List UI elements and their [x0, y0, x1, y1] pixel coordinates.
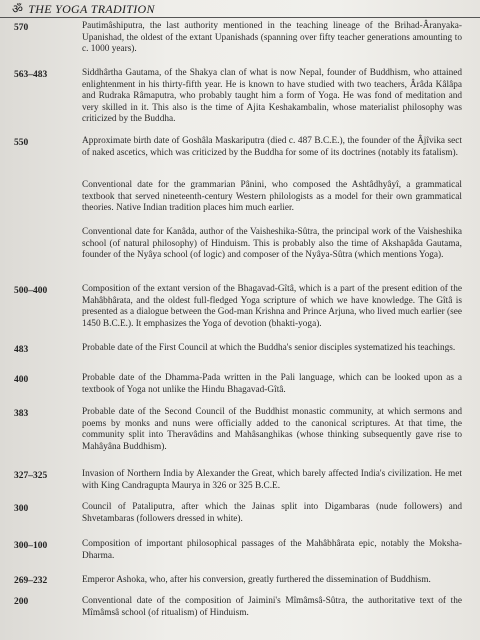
entry-text: Conventional date for Kanâda, author of the Vaisheshika-Sûtra, the principal work of the Vaisheshika school (of natural philosophy) of Hinduism. This is probably also the time of Akshapâda Gautama, founder of the Nyâya school (of logic) and composer of the Nyâya-Sûtra (which mentions Yoga). — [82, 227, 462, 261]
entry-text: Composition of important philosophical passages of the Mahâbhârata epic, notably the Moksha-Dharma. — [82, 539, 462, 561]
entry-text: Conventional date of the composition of Jaimini's Mîmâmsâ-Sûtra, the authoritative text of the Mîmâmsâ school (of ritualism) of Hinduism. — [82, 596, 462, 618]
entry-text: Emperor Ashoka, who, after his conversion, greatly furthered the dissemination of Buddhism. — [82, 575, 431, 585]
om-symbol-icon: ॐ — [12, 2, 24, 16]
entry-text: Approximate birth date of Goshâla Maskariputra (died c. 487 B.C.E.), the founder of the Âjîvika sect of naked ascetics, which was criticized by the Buddha for some of its doctrines (notably its fatalism). — [82, 136, 462, 158]
page-title: THE YOGA TRADITION — [28, 2, 155, 16]
entry-date: 563–483 — [14, 70, 48, 80]
entry-text: Conventional date for the grammarian Pânini, who composed the Ashtâdhyâyî, a grammatical textbook that served nineteenth-century Western philologists as a model for their own grammatical theories. Native Indian tradition places him much earlier. — [82, 180, 462, 214]
entry-date: 550 — [14, 138, 29, 148]
entry-date: 327–325 — [14, 471, 48, 481]
entry-date: 500–400 — [14, 286, 48, 296]
entry-date: 570 — [14, 23, 29, 33]
entry-date: 300 — [14, 504, 29, 514]
entry-text: Invasion of Northern India by Alexander the Great, which barely affected India's civilization. He met with King Candragupta Maurya in 326 or 325 B.C.E. — [82, 469, 462, 491]
entry-date: 200 — [14, 597, 29, 607]
entry-text: Council of Pataliputra, after which the Jainas split into Digambaras (nude followers) and Shvetambaras (followers dressed in white). — [82, 502, 462, 524]
entry-date: 400 — [14, 375, 29, 385]
entry-text: Siddhârtha Gautama, of the Shakya clan of what is now Nepal, founder of Buddhism, who attained enlightenment in his thirty-fifth year. He is known to have studied with two teachers, Ârâda Kâlâpa and Rudraka Râmaputra, who probably taught him a form of Yoga. He was fond of meditation and very skilled in it. This also is the time of Ajita Keshakambalin, whose materialist philosophy was criticized by the Buddha. — [82, 68, 462, 125]
entry-text: Composition of the extant version of the Bhagavad-Gîtâ, which is a part of the present edition of the Mahâbhârata, and the oldest full-fledged Yoga scripture of which we have knowledge. The Gîtâ is presented as a dialogue between the God-man Krishna and Prince Arjuna, who lived much earlier (see 1450 B.C.E.). It emphasizes the Yoga of devotion (bhakti-yoga). — [82, 284, 463, 329]
entry-date: 483 — [14, 345, 29, 355]
entry-text: Pautimâshiputra, the last authority mentioned in the teaching lineage of the Brihad-Âranyaka-Upanishad, the oldest of the extant Upanishads (spanning over fifty teacher generations amounting to c. 1000 years). — [82, 21, 462, 55]
entry-date: 383 — [14, 409, 29, 419]
entry-text: Probable date of the First Council at which the Buddha's senior disciples systematized his teachings. — [82, 343, 456, 353]
entry-text: Probable date of the Second Council of the Buddhist monastic community, at which sermons and poems by monks and nuns were officially added to the canonical scriptures. At that time, the community split into Theravâdins and Mahâsanghikas (whose thinking subsequently gave rise to Mahâyâna Buddhism). — [82, 407, 462, 452]
entry-date: 269–232 — [14, 576, 48, 586]
entry-text: Probable date of the Dhamma-Pada written in the Pali language, which can be looked upon as a textbook of Yoga not unlike the Hindu Bhagavad-Gîtâ. — [82, 373, 462, 395]
entry-date: 300–100 — [14, 541, 48, 551]
